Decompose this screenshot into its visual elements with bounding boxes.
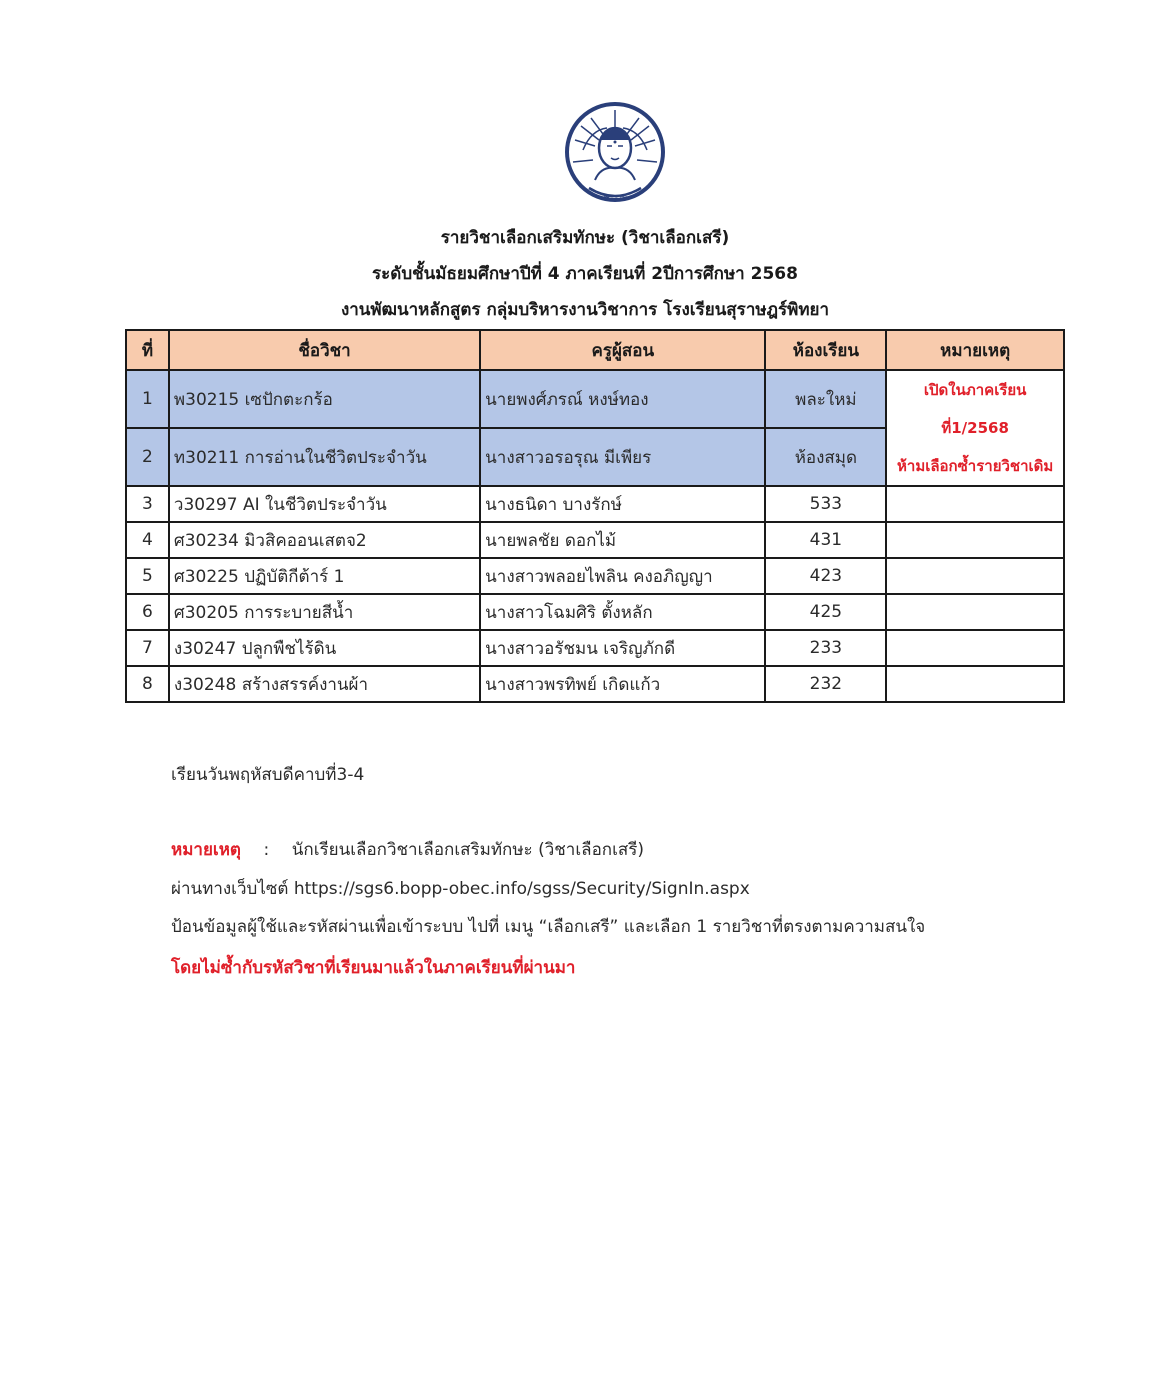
table-row bbox=[126, 666, 1064, 702]
remark-cell bbox=[886, 486, 1064, 522]
subject-cell: ง30248 สร้างสรรค์งานผ้า bbox=[169, 666, 480, 702]
no-duplicate-warning: โดยไม่ซ้ำกับรหัสวิชาที่เรียนมาแล้วในภาคเรียนที่ผ่านมา bbox=[171, 958, 576, 978]
room-cell: 425 bbox=[765, 594, 886, 630]
subject-cell: ศ30234 มิวสิคออนเสตจ2 bbox=[169, 522, 480, 558]
room-cell: ห้องสมุด bbox=[765, 428, 886, 486]
teacher-cell: นางสาวพลอยไพลิน คงอภิญญา bbox=[480, 558, 765, 594]
subject-cell: ท30211 การอ่านในชีวิตประจำวัน bbox=[169, 428, 480, 486]
table-row bbox=[126, 630, 1064, 666]
room-cell: 533 bbox=[765, 486, 886, 522]
document-subtitle-level: ระดับชั้นมัธยมศึกษาปีที่ 4 ภาคเรียนที่ 2ปีการศึกษา 2568 bbox=[372, 264, 798, 284]
row-number: 1 bbox=[126, 370, 169, 428]
remark-cell bbox=[886, 594, 1064, 630]
school-emblem-logo bbox=[561, 100, 669, 212]
room-cell: 423 bbox=[765, 558, 886, 594]
table-header-row bbox=[126, 330, 1064, 370]
website-instruction: ผ่านทางเว็บไซต์ https://sgs6.bopp-obec.info/sgss/Security/SignIn.aspx bbox=[171, 879, 750, 899]
teacher-cell: นางสาวพรทิพย์ เกิดแก้ว bbox=[480, 666, 765, 702]
room-cell: 233 bbox=[765, 630, 886, 666]
row-number: 7 bbox=[126, 630, 169, 666]
teacher-cell: นางสาวโฉมศิริ ตั้งหลัก bbox=[480, 594, 765, 630]
login-instruction: ป้อนข้อมูลผู้ใช้และรหัสผ่านเพื่อเข้าระบบ ไปที่ เมนู “เลือกเสรี” และเลือก 1 รายวิชาที่ตรงตามความสนใจ bbox=[171, 917, 926, 937]
subject-cell: ว30297 AI ในชีวิตประจำวัน bbox=[169, 486, 480, 522]
merged-remark-cell bbox=[886, 370, 1064, 486]
teacher-cell: นางสาวอรัชมน เจริญภักดี bbox=[480, 630, 765, 666]
subject-cell: ง30247 ปลูกพืชไร้ดิน bbox=[169, 630, 480, 666]
remark-label: หมายเหตุ bbox=[171, 840, 241, 860]
remark-cell bbox=[886, 522, 1064, 558]
teacher-cell: นางสาวอรอรุณ มีเพียร bbox=[480, 428, 765, 486]
remark-text: นักเรียนเลือกวิชาเลือกเสริมทักษะ (วิชาเลือกเสรี) bbox=[291, 840, 645, 860]
subject-cell: ศ30205 การระบายสีน้ำ bbox=[169, 594, 480, 630]
room-cell: 232 bbox=[765, 666, 886, 702]
document-title: รายวิชาเลือกเสริมทักษะ (วิชาเลือกเสรี) bbox=[440, 228, 730, 248]
column-header-teacher: ครูผู้สอน bbox=[480, 330, 765, 370]
row-number: 3 bbox=[126, 486, 169, 522]
remark-cell bbox=[886, 630, 1064, 666]
table-row bbox=[126, 522, 1064, 558]
column-header-number: ที่ bbox=[126, 330, 169, 370]
remark-line bbox=[171, 836, 644, 863]
table-row bbox=[126, 486, 1064, 522]
table-row bbox=[126, 370, 1064, 428]
column-header-room: ห้องเรียน bbox=[765, 330, 886, 370]
remark-cell bbox=[886, 558, 1064, 594]
schedule-note: เรียนวันพฤหัสบดีคาบที่3-4 bbox=[171, 765, 365, 785]
teacher-cell: นางธนิดา บางรักษ์ bbox=[480, 486, 765, 522]
remark-cell bbox=[886, 666, 1064, 702]
column-header-remark: หมายเหตุ bbox=[886, 330, 1064, 370]
row-number: 4 bbox=[126, 522, 169, 558]
teacher-cell: นายพงศ์ภรณ์ หงษ์ทอง bbox=[480, 370, 765, 428]
subject-cell: ศ30225 ปฏิบัติกีต้าร์ 1 bbox=[169, 558, 480, 594]
room-cell: 431 bbox=[765, 522, 886, 558]
remark-separator: : bbox=[263, 840, 270, 860]
room-cell: พละใหม่ bbox=[765, 370, 886, 428]
remark-opened-semester: เปิดในภาคเรียนที่1/2568 bbox=[923, 381, 1027, 437]
table-row bbox=[126, 594, 1064, 630]
column-header-subject: ชื่อวิชา bbox=[169, 330, 480, 370]
subject-cell: พ30215 เซปักตะกร้อ bbox=[169, 370, 480, 428]
table-row bbox=[126, 558, 1064, 594]
row-number: 2 bbox=[126, 428, 169, 486]
row-number: 8 bbox=[126, 666, 169, 702]
row-number: 6 bbox=[126, 594, 169, 630]
document-subtitle-department: งานพัฒนาหลักสูตร กลุ่มบริหารงานวิชาการ โรงเรียนสุราษฎร์พิทยา bbox=[340, 300, 830, 320]
remark-no-duplicate: ห้ามเลือกซ้ำรายวิชาเดิม bbox=[897, 457, 1054, 475]
elective-course-table bbox=[125, 329, 1065, 703]
svg-text:~~~~~: ~~~~~ bbox=[594, 192, 636, 203]
teacher-cell: นายพลชัย ดอกไม้ bbox=[480, 522, 765, 558]
row-number: 5 bbox=[126, 558, 169, 594]
